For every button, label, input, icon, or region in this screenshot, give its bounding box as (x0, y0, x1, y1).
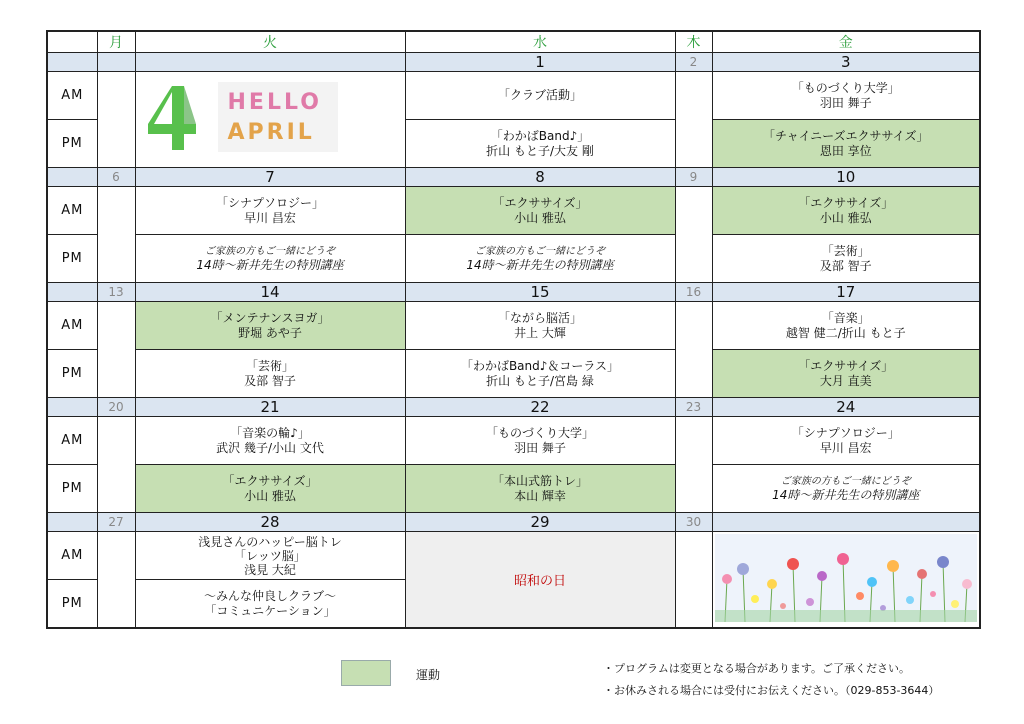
date-wed: 8 (405, 168, 675, 187)
date-thu: 30 (675, 513, 712, 532)
date-row (47, 53, 980, 72)
date-row (47, 513, 980, 532)
mon-cell (97, 417, 135, 513)
instructor-name: 小山 雅弘 (244, 489, 296, 503)
program-title: 「芸術」 (821, 244, 870, 258)
program-title: 「エクササイズ」 (222, 474, 318, 488)
header-tue: 火 (135, 31, 405, 53)
program-title: 「ながら脳活」 (497, 311, 582, 325)
date-fri: 17 (712, 283, 980, 302)
fri-pm-cell (712, 465, 980, 513)
program-title: 「メンテナンスヨガ」 (210, 311, 330, 325)
am-row (47, 72, 980, 120)
fri-pm-cell (712, 120, 980, 168)
april-greeting (135, 72, 405, 168)
special-lecture: 14時～新井先生の特別講座 (196, 257, 344, 272)
wed-pm-cell (405, 235, 675, 283)
header-mon: 月 (97, 31, 135, 53)
date-wed: 1 (405, 53, 675, 72)
program-title: 「コミュニケーション」 (204, 603, 336, 618)
instructor-name: 武沢 幾子/小山 文代 (216, 441, 324, 455)
pm-label: PM (47, 120, 97, 168)
am-label: AM (47, 417, 97, 465)
wed-pm-cell (405, 350, 675, 398)
date-fri (712, 513, 980, 532)
instructor-name: 早川 昌宏 (819, 441, 872, 455)
tue-pm-cell (135, 465, 405, 513)
mon-cell (97, 72, 135, 168)
thu-cell (675, 417, 712, 513)
fri-am-cell (712, 187, 980, 235)
instructor-name: 及部 智子 (819, 259, 872, 273)
am-label: AM (47, 302, 97, 350)
note-absence-contact: ・お休みされる場合には受付にお伝えください。（029-853-3644） (603, 684, 940, 697)
flowers-image (715, 534, 977, 622)
pm-row (47, 465, 980, 513)
tue-am-cell (135, 532, 405, 580)
am-row (47, 187, 980, 235)
mon-cell (97, 187, 135, 283)
pm-row (47, 350, 980, 398)
am-row (47, 302, 980, 350)
special-note: ご家族の方もご一緒にどうぞ (475, 245, 605, 257)
special-lecture: 14時～新井先生の特別講座 (466, 257, 614, 272)
fri-am-cell (712, 302, 980, 350)
program-title: 「本山式筋トレ」 (491, 474, 588, 488)
date-tue: 14 (135, 283, 405, 302)
instructor-name: 小山 雅弘 (819, 211, 872, 225)
instructor-name: 小山 雅弘 (514, 211, 566, 225)
program-title: 「芸術」 (245, 359, 294, 373)
program-title: 「エクササイズ」 (798, 359, 894, 373)
instructor-name: 井上 大輝 (514, 326, 566, 340)
weekday-header-row (47, 31, 980, 53)
program-title: 「わかばBand♪」 (490, 129, 590, 143)
instructor-name: 本山 輝幸 (514, 489, 566, 503)
date-row (47, 168, 980, 187)
program-title: 「シナプソロジー」 (215, 196, 324, 210)
am-label: AM (47, 532, 97, 580)
instructor-name: 大月 直美 (819, 374, 872, 388)
date-fri: 10 (712, 168, 980, 187)
greeting-april: APRIL (227, 120, 315, 145)
thu-cell (675, 187, 712, 283)
am-label: AM (47, 72, 97, 120)
program-title: 「ものづくり大学」 (791, 81, 900, 95)
instructor-name: 羽田 舞子 (819, 96, 872, 110)
schedule-calendar (46, 30, 979, 649)
header-fri: 金 (712, 31, 980, 53)
mon-cell (97, 532, 135, 629)
thu-cell (675, 532, 712, 629)
date-wed: 15 (405, 283, 675, 302)
holiday-name: 昭和の日 (513, 574, 566, 589)
instructor-name: 恩田 享位 (819, 144, 872, 158)
wed-am-cell (405, 302, 675, 350)
program-title: 「ものづくり大学」 (485, 426, 594, 440)
wed-pm-cell (405, 120, 675, 168)
am-row (47, 532, 980, 580)
instructor-name: 折山 もと子/大友 剛 (486, 144, 594, 158)
wed-am-cell (405, 72, 675, 120)
am-row (47, 417, 980, 465)
date-tue: 7 (135, 168, 405, 187)
pm-label: PM (47, 580, 97, 629)
date-mon: 20 (97, 398, 135, 417)
wed-am-cell (405, 417, 675, 465)
fri-pm-cell (712, 350, 980, 398)
date-mon: 27 (97, 513, 135, 532)
instructor-name: 折山 もと子/宮島 緑 (486, 374, 594, 388)
date-thu: 23 (675, 398, 712, 417)
instructor-name: 羽田 舞子 (514, 441, 566, 455)
date-row (47, 398, 980, 417)
instructor-name: 野堀 あや子 (238, 326, 302, 340)
instructor-name: 浅見 大紀 (244, 562, 296, 577)
date-wed: 22 (405, 398, 675, 417)
fri-am-cell (712, 417, 980, 465)
pm-label: PM (47, 465, 97, 513)
program-title: 「チャイニーズエクササイズ」 (762, 129, 929, 143)
date-tue (135, 53, 405, 72)
mon-cell (97, 302, 135, 398)
date-fri: 3 (712, 53, 980, 72)
pm-row (47, 235, 980, 283)
program-subtitle: ～みんな仲良しクラブ～ (203, 588, 336, 603)
date-wed: 29 (405, 513, 675, 532)
note-schedule-change: ・プログラムは変更となる場合があります。ご了承ください。 (603, 662, 911, 675)
date-mon: 13 (97, 283, 135, 302)
header-thu: 木 (675, 31, 712, 53)
special-lecture: 14時～新井先生の特別講座 (772, 487, 920, 502)
wed-pm-cell (405, 465, 675, 513)
pm-label: PM (47, 235, 97, 283)
program-title: 「シナプソロジー」 (791, 426, 900, 440)
date-thu: 2 (675, 53, 712, 72)
legend-label: 運動 (416, 668, 441, 682)
program-title: 「わかばBand♪＆コーラス」 (460, 359, 620, 373)
instructor-name: 及部 智子 (244, 374, 296, 388)
date-row (47, 283, 980, 302)
special-note: ご家族の方もご一緒にどうぞ (780, 475, 911, 487)
instructor-name: 越智 健二/折山 もと子 (785, 326, 906, 340)
date-thu: 9 (675, 168, 712, 187)
program-title: 「エクササイズ」 (492, 196, 588, 210)
program-title: 「クラブ活動」 (497, 88, 582, 102)
instructor-name: 早川 昌宏 (244, 211, 296, 225)
legend-swatch-exercise (341, 660, 391, 686)
greeting-hello: HELLO (227, 90, 322, 115)
tue-am-cell (135, 302, 405, 350)
wed-am-cell (405, 187, 675, 235)
program-title: 「音楽の輪♪」 (230, 426, 310, 440)
program-subtitle: 浅見さんのハッピー脳トレ (198, 534, 342, 549)
date-tue: 21 (135, 398, 405, 417)
fri-am-cell (712, 72, 980, 120)
program-title: 「音楽」 (821, 311, 870, 325)
tue-am-cell (135, 417, 405, 465)
calendar-table (46, 30, 981, 629)
header-wed: 水 (405, 31, 675, 53)
program-title: 「エクササイズ」 (798, 196, 894, 210)
date-mon (97, 53, 135, 72)
date-fri: 24 (712, 398, 980, 417)
number-four-graphic (144, 84, 204, 154)
holiday-cell (405, 532, 675, 629)
flower-illustration (712, 532, 980, 629)
thu-cell (675, 302, 712, 398)
pm-label: PM (47, 350, 97, 398)
tue-pm-cell (135, 235, 405, 283)
date-mon: 6 (97, 168, 135, 187)
program-title: 「レッツ脳」 (234, 548, 306, 563)
tue-pm-cell (135, 580, 405, 629)
special-note: ご家族の方もご一緒にどうぞ (205, 245, 335, 257)
date-thu: 16 (675, 283, 712, 302)
tue-am-cell (135, 187, 405, 235)
am-label: AM (47, 187, 97, 235)
header-corner (47, 31, 97, 53)
thu-cell (675, 72, 712, 168)
tue-pm-cell (135, 350, 405, 398)
date-tue: 28 (135, 513, 405, 532)
fri-pm-cell (712, 235, 980, 283)
